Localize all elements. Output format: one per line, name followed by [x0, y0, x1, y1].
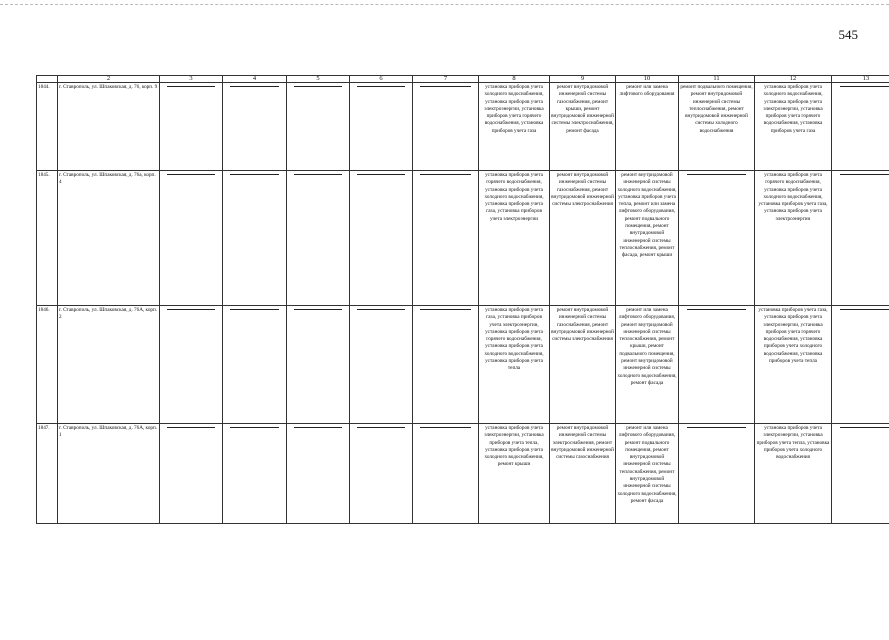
row-address: г. Ставрополь, ул. Шпаковская, д. 76А, корп. 2: [58, 306, 160, 424]
empty-cell: [679, 306, 755, 424]
empty-cell: [160, 306, 223, 424]
header-cell: 3: [160, 76, 223, 83]
dash-mark: [230, 427, 279, 428]
cell-col12: установка приборов учета электроэнергии, установка приборов учета тепла, установка приборов учета холодного водоснабжения: [755, 424, 832, 524]
cell-col10: ремонт или замена лифтового оборудования: [616, 83, 679, 171]
page-number: 545: [838, 27, 858, 42]
empty-cell: [160, 171, 223, 306]
dash-mark: [687, 427, 745, 428]
dash-mark: [687, 309, 745, 310]
empty-cell: [679, 424, 755, 524]
header-cell: 2: [58, 76, 160, 83]
dash-mark: [840, 309, 889, 310]
empty-cell: [350, 424, 413, 524]
dash-mark: [840, 174, 889, 175]
dash-mark: [357, 309, 405, 310]
empty-cell: [160, 83, 223, 171]
empty-cell: [350, 83, 413, 171]
dash-mark: [230, 86, 279, 87]
cell-col11: ремонт подвального помещения, ремонт внутридомовой инженерной системы теплоснабжения, ремонт внутридомовой инженерной системы холодного водоснабжения: [679, 83, 755, 171]
empty-cell: [350, 171, 413, 306]
table-row: [37, 424, 889, 524]
dash-mark: [230, 309, 279, 310]
dash-mark: [167, 174, 215, 175]
dash-mark: [167, 427, 215, 428]
dash-mark: [294, 174, 342, 175]
empty-cell: [287, 306, 350, 424]
cell-col10: ремонт внутридомовой инженерной системы холодного водоснабжения, установка приборов учета тепла, ремонт или замена лифтового оборудования, ремонт подвального помещения, ремонт внутридомовой инженерной системы теплоснабжения, ремонт фасада, ремонт крыши: [616, 171, 679, 306]
table-row: [37, 306, 889, 424]
empty-cell: [413, 171, 479, 306]
header-cell: 13: [832, 76, 889, 83]
cell-col10: ремонт или замена лифтового оборудования, ремонт внутридомовой инженерной системы теплоснабжения, ремонт крыши, ремонт подвального помещения, ремонт внутридомовой инженерной системы холодного водоснабжения, ремонт фасада: [616, 306, 679, 424]
cell-col12: установка приборов учета горячего водоснабжения, установка приборов учета холодного водоснабжения, установка приборов учета газа, установка приборов учета электроэнергии: [755, 171, 832, 306]
empty-cell: [832, 171, 889, 306]
dash-mark: [294, 309, 342, 310]
cell-col8: установка приборов учета электроэнергии, установка приборов учета тепла, установка приборов учета холодного водоснабжения, ремонт крыши: [479, 424, 550, 524]
cell-col8: установка приборов учета горячего водоснабжения, установка приборов учета холодного водоснабжения, установка приборов учета газа, установка приборов учета электроэнергии: [479, 171, 550, 306]
empty-cell: [413, 424, 479, 524]
empty-cell: [287, 171, 350, 306]
empty-cell: [350, 306, 413, 424]
dash-mark: [420, 86, 470, 87]
dash-mark: [420, 427, 470, 428]
dash-mark: [294, 86, 342, 87]
header-cell: 7: [413, 76, 479, 83]
row-number: 1844.: [37, 83, 58, 171]
empty-cell: [832, 83, 889, 171]
cell-col12: установка приборов учета газа, установка приборов учета электроэнергии, установка приборов учета горячего водоснабжения, установка приборов учета холодного водоснабжения, установка приборов учета тепла: [755, 306, 832, 424]
header-cell: 11: [679, 76, 755, 83]
cell-col9: ремонт внутридомовой инженерной системы электроснабжения, ремонт внутридомовой инженерной системы газоснабжения: [550, 424, 616, 524]
row-number: 1847.: [37, 424, 58, 524]
cell-col10: ремонт или замена лифтового оборудования, ремонт подвального помещения, ремонт внутридомовой инженерной системы теплоснабжения, ремонт внутридомовой инженерной системы холодного водоснабжения, ремонт фасада: [616, 424, 679, 524]
dash-mark: [357, 174, 405, 175]
empty-cell: [679, 171, 755, 306]
table-row: [37, 83, 889, 171]
empty-cell: [413, 306, 479, 424]
header-cell: 4: [223, 76, 287, 83]
dash-mark: [687, 174, 745, 175]
table-row: [37, 171, 889, 306]
header-cell: 9: [550, 76, 616, 83]
dash-mark: [840, 427, 889, 428]
header-cell: 6: [350, 76, 413, 83]
dash-mark: [420, 174, 470, 175]
row-number: 1846.: [37, 306, 58, 424]
table-header-row: [37, 76, 889, 83]
header-cell: 8: [479, 76, 550, 83]
empty-cell: [223, 424, 287, 524]
empty-cell: [413, 83, 479, 171]
empty-cell: [160, 424, 223, 524]
cell-col9: ремонт внутридомовой инженерной системы газоснабжения, ремонт крыши, ремонт внутридомовой инженерной системы электроснабжения, ремонт фасада: [550, 83, 616, 171]
empty-cell: [287, 83, 350, 171]
empty-cell: [287, 424, 350, 524]
empty-cell: [223, 171, 287, 306]
empty-cell: [832, 424, 889, 524]
dash-mark: [167, 309, 215, 310]
cell-col9: ремонт внутридомовой инженерной системы газоснабжения, ремонт внутридомовой инженерной системы электроснабжения: [550, 171, 616, 306]
dash-mark: [167, 86, 215, 87]
row-address: г. Ставрополь, ул. Шпаковская, д. 76А, корп. 1: [58, 424, 160, 524]
empty-cell: [223, 306, 287, 424]
cell-col9: ремонт внутридомовой инженерной системы газоснабжения, ремонт внутридомовой инженерной системы электроснабжения: [550, 306, 616, 424]
dash-mark: [230, 174, 279, 175]
header-cell: [37, 76, 58, 83]
cell-col8: установка приборов учета газа, установка приборов учета электроэнергии, установка приборов учета горячего водоснабжения, установка приборов учета холодного водоснабжения, установка приборов учета тепла: [479, 306, 550, 424]
header-cell: 5: [287, 76, 350, 83]
cell-col8: установка приборов учета холодного водоснабжения, установка приборов учета электроэнергии, установка приборов учета горячего водоснабжения, установка приборов учета газа: [479, 83, 550, 171]
scan-edge-line: [0, 4, 889, 5]
row-address: г. Ставрополь, ул. Шпаковская, д. 76а, корп. 4: [58, 171, 160, 306]
dash-mark: [357, 427, 405, 428]
empty-cell: [832, 306, 889, 424]
dash-mark: [357, 86, 405, 87]
row-number: 1845.: [37, 171, 58, 306]
dash-mark: [294, 427, 342, 428]
cell-col12: установка приборов учета холодного водоснабжения, установка приборов учета электроэнергии, установка приборов учета горячего водоснабжения, установка приборов учета газа: [755, 83, 832, 171]
header-cell: 10: [616, 76, 679, 83]
row-address: г. Ставрополь, ул. Шпаковская, д. 76, корп. 9: [58, 83, 160, 171]
empty-cell: [223, 83, 287, 171]
dash-mark: [420, 309, 470, 310]
dash-mark: [840, 86, 889, 87]
works-table: [36, 75, 889, 524]
header-cell: 12: [755, 76, 832, 83]
